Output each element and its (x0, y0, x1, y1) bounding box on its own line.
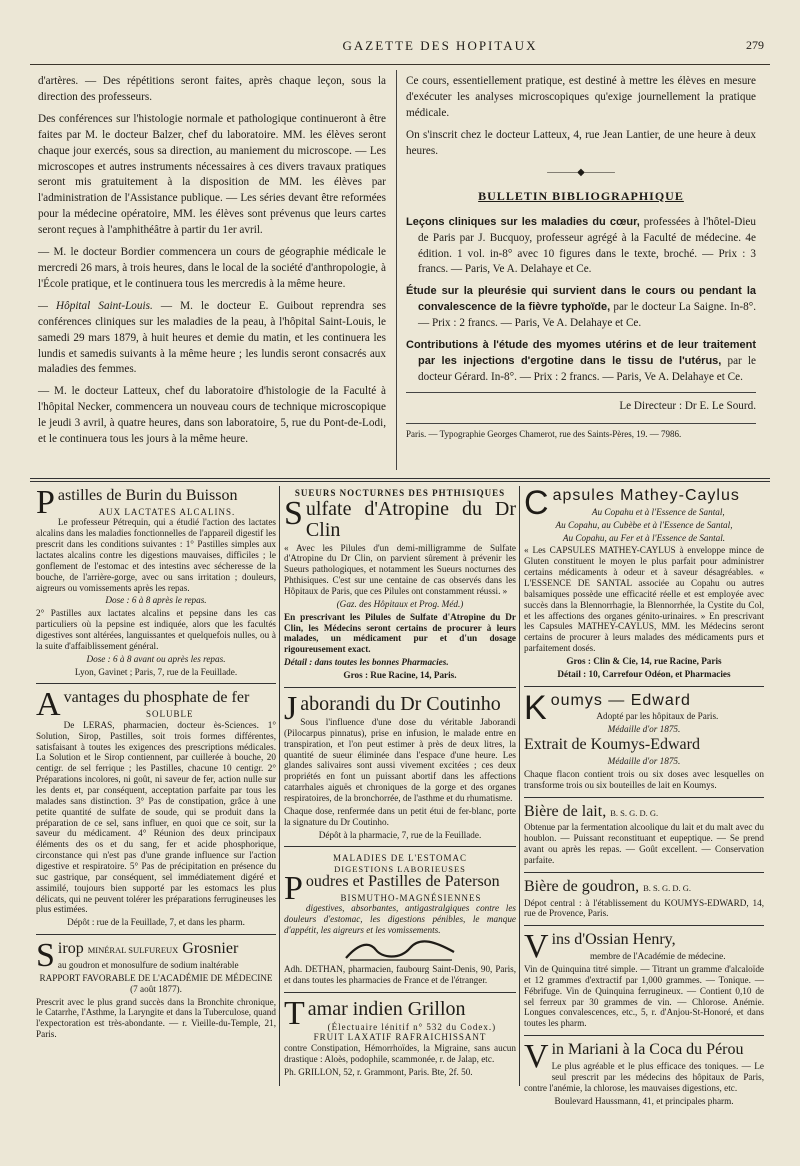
ad-depot: Dépôt : rue de la Feuillade, 7, et dans les pharm. (67, 917, 245, 928)
ad-line: membre de l'Académie de médecine. (589, 951, 726, 962)
ad-detail: Détail : 10, Carrefour Odéon, et Pharmacies (557, 668, 731, 679)
director-signature: Le Directeur : Dr E. Le Sourd. (406, 392, 756, 415)
bib-entry-details: professées à l'hôtel-Dieu de Paris par J. Bucquoy, professeur agrégé à la Faculté de médecine. 4e édition. 1 vol. in-8° avec 10 figures dans le texte, broché. — Prix : 3 francs. — Paris, Ve A. Delahaye et Ce. (418, 215, 756, 276)
ad-citation: (Gaz. des Hôpitaux et Prog. Méd.) (336, 598, 464, 609)
ad-body: Obtenue par la fermentation alcoolique du lait et du malt avec du houblon. — Puissant reconstituant et eupeptique. — Se prend avant ou après les repas. — Goût excellent. — Conservation parfaite. (524, 822, 764, 865)
paragraph: Ce cours, essentiellement pratique, est destiné à mettre les élèves en mesure d'exécuter les analyses microscopiques qu'exige journellement la pratique médicale. (406, 75, 756, 119)
ad-report: RAPPORT FAVORABLE DE L'ACADÉMIE DE MÉDECINE (7 août 1877). (39, 972, 273, 994)
page-header (30, 28, 770, 65)
ad-body: Chaque dose, renfermée dans un petit étui de fer-blanc, porte la signature du Dr Coutinho. (284, 805, 516, 827)
bib-entry (406, 338, 756, 386)
ad-title (524, 879, 764, 896)
ad-title (524, 804, 764, 821)
ad-title-text: in Mariani à la Coca du Pérou (551, 1041, 744, 1059)
ad-vin-mariani (524, 1040, 764, 1112)
ad-initials: B. S. G. D. G. (643, 882, 692, 893)
ad-column-1 (36, 486, 276, 1050)
ad-sirop-grosnier (36, 939, 276, 1046)
bib-entry-details: par le docteur Gérard. In-8°. — Prix : 2 francs. — Paris, Ve A. Delahaye et Ce. (418, 355, 756, 383)
ad-address: Ph. GRILLON, 52, r. Grammont, Paris. Bte, 2f. 50. (284, 1066, 473, 1077)
ad-title-text: Grosnier (182, 940, 239, 958)
ad-dose: Dose : 6 à 8 après le repas. (105, 595, 207, 606)
ad-column-2 (284, 486, 516, 1088)
ad-paterson (284, 851, 516, 992)
drop-cap: C (524, 484, 550, 522)
ad-kicker: SUEURS NOCTURNES DES PHTHISIQUES (294, 488, 506, 498)
ad-mathey-caylus (524, 486, 764, 687)
ad-tamar-grillon (284, 994, 516, 1084)
ad-body: Le plus agréable et le plus efficace des toniques. — Le seul prescrit par les médecins des hôpitaux de Paris, contre l'anémie, la chlorose, les mauvaises digestions, etc. (524, 1060, 764, 1093)
ad-column-divider (279, 486, 280, 1086)
page-number: 279 (746, 38, 764, 52)
drop-cap: S (284, 494, 303, 532)
ad-title-text: ins d'Ossian Henry, (551, 931, 676, 949)
advertising-rule (30, 478, 770, 482)
ad-title-text: ulfate d'Atropine du Dr Clin (305, 497, 516, 541)
ad-body: Le professeur Pétrequin, qui a étudié l'action des lactates alcalins dans les maladies fonctionnelles de l'appareil digestif les prescrit dans les conditions suivantes : 1° Pastilles simples aux lactates alcalins contre les digestions mauvaises, difficiles ; le gonflement de l'estomac et des intestins avec sécheresse de la bouche, de l'arrière-gorge, avec ou sans irritation ; douleurs, aigreurs ou vomissements après les repas. (36, 517, 276, 593)
drop-cap: V (524, 928, 549, 966)
ad-title-text: vantages du phosphate de fer (63, 689, 250, 707)
ad-title-text: oudres et Pastilles de Paterson (305, 873, 500, 890)
ad-title (284, 494, 516, 541)
drop-cap: K (524, 688, 548, 727)
paragraph (38, 299, 386, 379)
paragraph-lead: — Hôpital Saint-Louis. (38, 299, 153, 312)
bib-entry-title: Étude sur la pleurésie qui survient dans le cours ou pendant la convalescence de la fièvre typhoïde, (406, 285, 756, 314)
ad-body: 2° Pastilles aux lactates alcalins et pepsine dans les cas particuliers où la pepsine est indiquée, alors que les facultés digestives sont altérées, languissantes et quelquefois nulles, ou à la suite d'affaiblissement général. (36, 608, 276, 651)
ad-title-2: Extrait de Koumys-Edward (524, 736, 700, 754)
drop-cap: J (284, 689, 298, 727)
column-divider (396, 70, 397, 470)
ad-body: Dépot central : à l'établissement du KOUMYS-EDWARD, 14, rue de Provence, Paris. (524, 897, 764, 919)
drop-cap: T (284, 994, 305, 1032)
ad-body: Prescrit avec le plus grand succès dans la Bronchite chronique, le Catarrhe, l'Asthme, la Laryngite et dans la Tuberculose, quand l'expectoration est très-abondante. — r. Vieille-du-Temple, 21, Paris. (36, 996, 276, 1040)
ad-body: Vin de Quinquina titré simple. — Titrant un gramme d'alcaloïde et 12 grammes d'extractif par 1,000 grammes. — Tonique. — Fébrifuge. Vin de Quinquina ferrugineux. — Contient 0,10 de sel ferreux par 30 grammes de vin. — Chlorose. Anémie. Longues convalescences, etc., 5, r. d'Anjou-St-Honoré, et dans toutes les pharm. (524, 963, 764, 1029)
ad-column-3 (524, 486, 764, 1116)
ad-koumys-edward (524, 688, 764, 798)
paragraph: On s'inscrit chez le docteur Latteux, 4, rue Jean Lantier, de une heure à deux heures. (406, 128, 756, 157)
ad-title-text: Bière de goudron, (524, 877, 640, 895)
ad-jaborandi (284, 689, 516, 847)
ad-line: Au Copahu, au Fer et à l'Essence de Santal. (562, 532, 726, 543)
paragraph: — M. le docteur Latteux, chef du laboratoire d'histologie de la Faculté à l'hôpital Necker, commencera un nouveau cours de technique microscopique le jeudi 3 avril, à quatre heures, dans son laboratoire, 5, rue du Pont-de-Lodi, et le continuera tous les jours à la même heure. (38, 385, 386, 446)
ad-body: contre Constipation, Hémorrhoïdes, la Migraine, sans aucun drastique : Aloès, podophile, scammonée, r. de Jalap, etc. (284, 1042, 516, 1064)
ad-kicker: MALADIES DE L'ESTOMAC (333, 853, 467, 864)
ad-title-text: amar indien Grillon (307, 997, 466, 1020)
ad-column-divider (519, 486, 520, 1086)
drop-cap: P (284, 870, 303, 907)
ad-body: digestives, absorbantes, antigastralgiques contre les douleurs d'estomac, les digestions pénibles, le manque d'appétit, les aigreurs et les vomissements. (284, 903, 516, 936)
bib-entry-title: Contributions à l'étude des myomes utérins et de leur traitement par les injections d'ergotine dans le tissu de l'utérus, (406, 339, 756, 367)
drop-cap: P (36, 484, 55, 521)
ad-medal: Médaille d'or 1875. (607, 756, 681, 766)
ad-depot: Dépôt à la pharmacie, 7, rue de la Feuillade. (318, 829, 482, 840)
ad-address: Adh. DETHAN, pharmacien, faubourg Saint-Denis, 90, Paris, et dans toutes les pharmacies de France et de l'étranger. (284, 963, 516, 985)
ad-sulfate-atropine (284, 486, 516, 688)
ad-vins-ossian-henry (524, 930, 764, 1036)
ad-title-text: aborandi du Dr Coutinho (300, 692, 501, 715)
ad-title (524, 1038, 764, 1076)
ad-medal: Médaille d'or 1875. (607, 724, 681, 735)
ad-phosphate-de-fer (36, 688, 276, 935)
ad-title-text: apsules Mathey-Caylus (552, 487, 740, 504)
ad-body: au goudron et monosulfure de sodium inaltérable (57, 959, 239, 970)
ad-gros: Gros : Clin & Cie, 14, rue Racine, Paris (566, 655, 722, 666)
bulletin-title: BULLETIN BIBLIOGRAPHIQUE (478, 188, 684, 203)
bib-entry-title: Leçons cliniques sur les maladies du cœur, (406, 215, 640, 228)
paragraph-body: — M. le docteur E. Guibout reprendra ses conférences cliniques sur les maladies de la peau, à l'hôpital Saint-Louis, le samedi 29 mars 1879, à huit heures et demie du matin, et les continuera les lundis et samedis suivants à la même heure ; les lundis seront consacrés aux maladies des femmes. (38, 299, 386, 376)
left-text-column (38, 74, 386, 454)
ad-body: En prescrivant les Pilules de Sulfate d'Atropine du Dr Clin, les Médecins seront certains de procurer à leurs malades, un médicament pur et d'un dosage rigoureusement exact. (284, 611, 516, 655)
ad-line: Au Copahu et à l'Essence de Santal, (591, 506, 725, 517)
ad-address: Lyon, Gavinet ; Paris, 7, rue de la Feuillade. (74, 666, 238, 677)
ad-address: Boulevard Haussmann, 41, et principales pharm. (554, 1095, 734, 1106)
paragraph: Des conférences sur l'histologie normale et pathologique continueront à être faites par M. le docteur Balzer, chef du laboratoire. MM. les élèves seront chaque jour exercés, sous sa direction, au maniement du microscope. — Les microscopes et autres instruments nécessaires à ces divers travaux pratiques seront mis gratuitement à la disposition de MM. les élèves par l'administration de l'Assistance publique. — Les séries devant être reformées pour la médecine opératoire, MM. les élèves sont prévenus que leurs cartes seront reçues à l'amphithéâtre à partir du 1er avril. (38, 112, 386, 237)
ad-initials: B. S. G. D. G. (610, 807, 659, 818)
ad-biere-de-lait (524, 802, 764, 873)
ad-title-text: Bière de lait, (524, 802, 607, 820)
drop-cap: S (36, 937, 55, 975)
drop-cap: V (524, 1038, 549, 1076)
ad-title-text: irop (57, 940, 84, 958)
bib-entry (406, 215, 756, 279)
paragraph: d'artères. — Des répétitions seront faites, après chaque leçon, sous la direction des professeurs. (38, 75, 386, 103)
printer-line: Paris. — Typographie Georges Chamerot, rue des Saints-Pères, 19. — 7986. (406, 423, 756, 441)
drop-cap: A (36, 686, 61, 724)
bib-entry-details: par le docteur La Saigne. In-8°. — Prix : 2 francs. — Paris, Ve A. Delahaye et Ce. (418, 301, 757, 330)
ad-subtitle: FRUIT LAXATIF RAFRAICHISSANT (313, 1032, 487, 1043)
ad-line: Au Copahu, au Cubèbe et à l'Essence de Santal, (555, 519, 733, 530)
journal-title: GAZETTE DES HOPITAUX (342, 38, 538, 53)
ornament-separator: ———◆——— (547, 166, 615, 178)
ad-body: De LERAS, pharmacien, docteur ès-Sciences. 1° Solution, Sirop, Pastilles, soit trois formes différentes, satisfaisant à toutes les exigences des prescriptions médicales. La Solution et le Sirop contiennent, par cuillerée à bouche, 20 centigr. de sel ferrique ; les Pastilles, chacune 10 centigr. 2° Préparations incolores, ni goût, ni saveur de fer, action nulle sur les dents et, par conséquent, acceptation parfaite par tous les malades sans distinction. 3° Pas de constipation, grâce à une petite quantité de sulfate de soude, qui se produit dans la préparation de ce sel, sans influer, en quoi que ce soit, sur la saveur du médicament. 4° Réunion des deux principaux éléments des os et du sang, fer et acide phosphorique, circonstance qui n'est pas d'une grande influence sur l'action digestive et respiratoire. 5° Pas de précipitation en présence du suc gastrique, par conséquent, sel immédiatement digéré et assimilé, toujours bien supporté par les estomacs les plus délicats, qui ne peuvent tolérer les préparations ferrugineuses les plus estimées. (36, 719, 276, 915)
ad-gros: Gros : Rue Racine, 14, Paris. (343, 670, 457, 681)
ad-subtitle: BISMUTHO-MAGNÉSIENNES (340, 892, 482, 903)
paterson-signature-logo (340, 938, 460, 964)
ad-burin-du-buisson (36, 486, 276, 684)
ad-title (284, 689, 516, 727)
ad-body: « Avec les Pilules d'un demi-milligramme de Sulfate d'Atropine du Dr Clin, on parvient sûrement à prévenir les Sueurs pathologiques, et notamment les Sueurs nocturnes des Phthisiques. C'est sur une centaine de cas observés dans les Hôpitaux de Paris, que ces Pilules ont constamment réussi. » (284, 542, 516, 597)
ad-dose: Dose : 6 à 8 avant ou après les repas. (86, 653, 226, 664)
ad-title-text: astilles de Burin du Buisson (57, 487, 238, 504)
ad-subtitle: AUX LACTATES ALCALINS. (98, 506, 236, 517)
ad-line: Adopté par les hôpitaux de Paris. (596, 711, 719, 722)
ad-subtitle: SOLUBLE (146, 709, 194, 720)
ad-title-small: MINÉRAL SULFUREUX (87, 945, 179, 956)
ad-body: Sous l'influence d'une dose du véritable Jaborandi (Pilocarpus pinnatus), prise en infusion, le malade entre en transpiration, et l'on peut estimer à près de deux litres, la quantité de sueur éliminée dans l'espace d'une heure. Les glandes salivaires sont aussi vivement excitées ; ces deux propriétés en font un puissant abortif dans les affections catarrhales aiguës et chroniques de la gorge et des organes respiratoires, de la bronchorrée, de l'asthme et du rhumatisme. (284, 716, 516, 803)
paragraph: — M. le docteur Bordier commencera un cours de géographie médicale le mercredi 26 mars, à trois heures, dans le local de la société d'anthropologie, à l'École pratique, et le continuera tous les mercredis à la même heure. (38, 246, 386, 290)
right-text-column (406, 74, 756, 440)
bib-entry (406, 284, 756, 332)
ad-detail: Détail : dans toutes les bonnes Pharmacies. (284, 657, 449, 668)
ad-biere-de-goudron (524, 877, 764, 927)
ad-subtitle: (Électuaire lénitif n° 532 du Codex.) (327, 1021, 497, 1032)
ad-body: « Les CAPSULES MATHEY-CAYLUS à enveloppe mince de Gluten constituent le moyen le plus parfait pour administrer certains médicaments à odeur et à saveur désagréables. « L'ESSENCE DE SANTAL associée au Copahu ou autres balsamiques possède une efficacité réelle et est employée avec succès dans la Blennorrhagie, la Blennorrhée, la Cystite du Col, et les affections des organes génito-urinaires. » En prescrivant les Capsules MATHEY-CAYLUS, MM. les Médecins seront certains de procurer à leurs malades des médicaments purs et parfaitement dosés. (524, 545, 764, 654)
ad-body: Chaque flacon contient trois ou six doses avec lesquelles on transforme trois ou six bouteilles de lait en Koumys. (524, 768, 764, 790)
ad-title-text: oumys — Edward (550, 691, 691, 709)
ad-kicker: DIGESTIONS LABORIEUSES (334, 863, 466, 874)
